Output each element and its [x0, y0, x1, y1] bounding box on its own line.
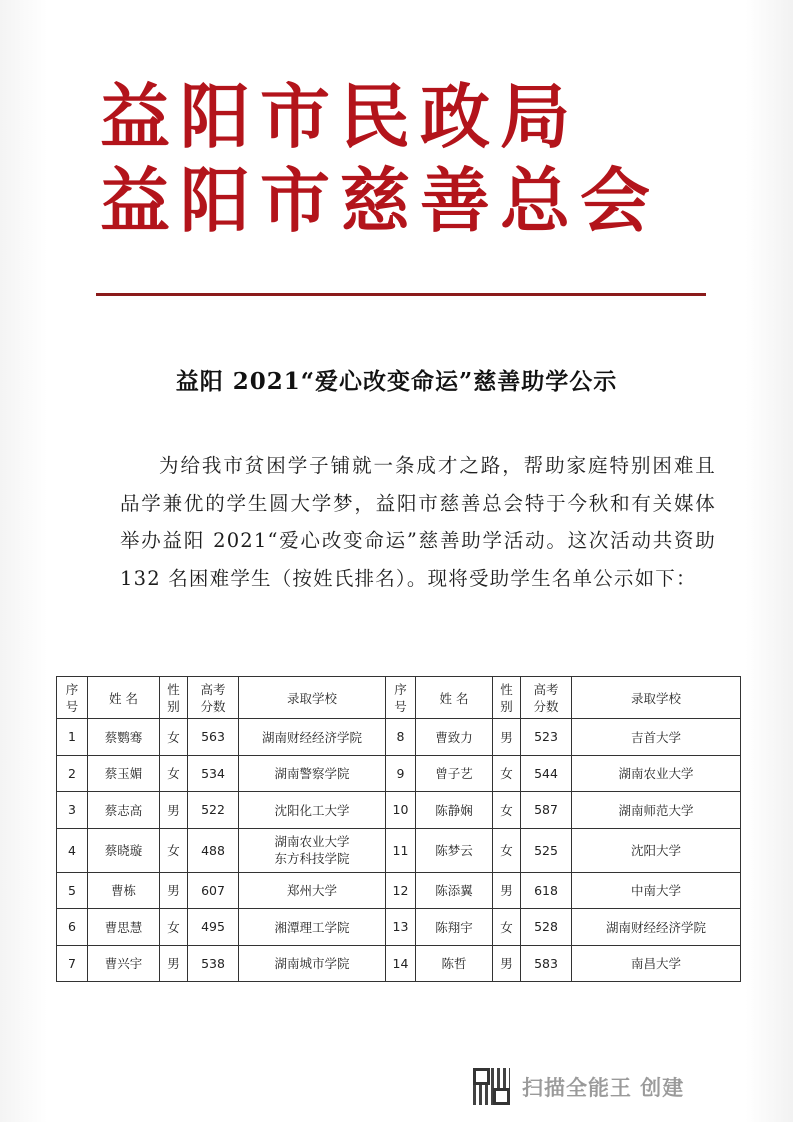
table-row — [57, 792, 741, 829]
cell-gender: 女 — [160, 755, 188, 792]
cell-no: 11 — [386, 828, 416, 872]
cell-name: 陈哲 — [416, 945, 493, 982]
cell-gender: 男 — [493, 872, 521, 909]
cell-school: 沈阳化工大学 — [239, 792, 386, 829]
cell-name: 陈静娴 — [416, 792, 493, 829]
announcement-body — [120, 447, 716, 597]
cell-school: 湘潭理工学院 — [239, 909, 386, 946]
cell-school: 郑州大学 — [239, 872, 386, 909]
document-title: 益阳 2021“爱心改变命运”慈善助学公示 — [175, 368, 618, 395]
cell-name: 曾子艺 — [416, 755, 493, 792]
table-row — [57, 828, 741, 872]
announcement-paragraph: 为给我市贫困学子铺就一条成才之路，帮助家庭特别困难且品学兼优的学生圆大学梦，益阳市慈善总会特于今秋和有关媒体举办益阳 2021“爱心改变命运”慈善助学活动。这次活动共资助 132 名困难学生（按姓氏排名）。现将受助学生名单公示如下： — [120, 454, 716, 590]
cell-score: 495 — [188, 909, 239, 946]
org-title-civil-affairs: 益阳市民政局 — [100, 75, 580, 158]
org-title-charity-federation: 益阳市慈善总会 — [100, 159, 660, 242]
table-header-row — [57, 677, 741, 719]
cell-score: 522 — [188, 792, 239, 829]
cell-gender: 女 — [493, 909, 521, 946]
cell-gender: 男 — [160, 872, 188, 909]
header-school: 录取学校 — [572, 677, 741, 719]
cell-no: 1 — [57, 719, 88, 756]
cell-name: 蔡鹦骞 — [88, 719, 160, 756]
header-name: 姓 名 — [88, 677, 160, 719]
table-row — [57, 755, 741, 792]
cell-score: 534 — [188, 755, 239, 792]
cell-school: 吉首大学 — [572, 719, 741, 756]
header-score: 高考 分数 — [188, 677, 239, 719]
cell-score: 607 — [188, 872, 239, 909]
cell-no: 8 — [386, 719, 416, 756]
cell-gender: 女 — [160, 909, 188, 946]
table-row — [57, 945, 741, 982]
qr-code-icon — [473, 1068, 510, 1105]
header-school: 录取学校 — [239, 677, 386, 719]
header-name: 姓 名 — [416, 677, 493, 719]
cell-gender: 女 — [493, 828, 521, 872]
table-row — [57, 909, 741, 946]
cell-name: 陈添翼 — [416, 872, 493, 909]
header-no: 序 号 — [386, 677, 416, 719]
cell-school: 沈阳大学 — [572, 828, 741, 872]
cell-name: 曹兴宇 — [88, 945, 160, 982]
cell-score: 544 — [521, 755, 572, 792]
cell-name: 蔡玉媚 — [88, 755, 160, 792]
cell-name: 陈翔宇 — [416, 909, 493, 946]
cell-gender: 男 — [160, 945, 188, 982]
cell-school: 湖南师范大学 — [572, 792, 741, 829]
cell-no: 3 — [57, 792, 88, 829]
cell-name: 曹致力 — [416, 719, 493, 756]
cell-school: 中南大学 — [572, 872, 741, 909]
cell-school: 湖南农业大学 — [572, 755, 741, 792]
table-row — [57, 872, 741, 909]
cell-name: 蔡晓璇 — [88, 828, 160, 872]
cell-no: 4 — [57, 828, 88, 872]
cell-name: 曹思慧 — [88, 909, 160, 946]
cell-gender: 女 — [160, 828, 188, 872]
cell-no: 2 — [57, 755, 88, 792]
header-gender: 性 别 — [493, 677, 521, 719]
cell-no: 10 — [386, 792, 416, 829]
cell-score: 563 — [188, 719, 239, 756]
cell-school — [239, 828, 386, 872]
header-gender: 性 别 — [160, 677, 188, 719]
cell-score: 488 — [188, 828, 239, 872]
cell-name: 曹栋 — [88, 872, 160, 909]
cell-school: 湖南财经经济学院 — [572, 909, 741, 946]
cell-score: 583 — [521, 945, 572, 982]
cell-name: 蔡志高 — [88, 792, 160, 829]
cell-score: 525 — [521, 828, 572, 872]
cell-school-line: 东方科技学院 — [274, 851, 350, 866]
student-roster-table — [56, 676, 741, 982]
watermark-text: 扫描全能王 创建 — [522, 1075, 685, 1100]
cell-score: 538 — [188, 945, 239, 982]
header-divider — [96, 293, 706, 296]
cell-school: 南昌大学 — [572, 945, 741, 982]
header-score: 高考 分数 — [521, 677, 572, 719]
cell-no: 13 — [386, 909, 416, 946]
cell-score: 587 — [521, 792, 572, 829]
cell-no: 12 — [386, 872, 416, 909]
cell-gender: 男 — [493, 945, 521, 982]
cell-no: 5 — [57, 872, 88, 909]
cell-gender: 女 — [160, 719, 188, 756]
cell-score: 523 — [521, 719, 572, 756]
cell-no: 7 — [57, 945, 88, 982]
cell-gender: 男 — [160, 792, 188, 829]
cell-no: 14 — [386, 945, 416, 982]
cell-gender: 男 — [493, 719, 521, 756]
cell-school: 湖南警察学院 — [239, 755, 386, 792]
cell-school: 湖南城市学院 — [239, 945, 386, 982]
table-row — [57, 719, 741, 756]
cell-name: 陈梦云 — [416, 828, 493, 872]
cell-school: 湖南财经经济学院 — [239, 719, 386, 756]
cell-no: 6 — [57, 909, 88, 946]
cell-school-line: 湖南农业大学 — [274, 834, 350, 849]
header-no: 序 号 — [57, 677, 88, 719]
cell-no: 9 — [386, 755, 416, 792]
scanner-watermark — [473, 1068, 684, 1105]
cell-gender: 女 — [493, 755, 521, 792]
cell-score: 528 — [521, 909, 572, 946]
cell-gender: 女 — [493, 792, 521, 829]
cell-score: 618 — [521, 872, 572, 909]
